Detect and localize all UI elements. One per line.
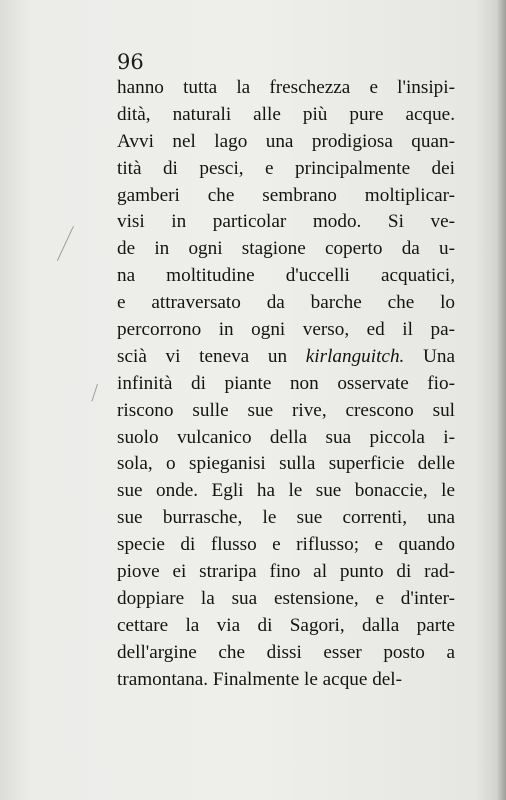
text-line: de in ogni stagione coperto da u-: [117, 238, 455, 260]
text-line: percorrono in ogni verso, ed il pa-: [117, 319, 455, 341]
text-line: cettare la via di Sagori, dalla parte: [117, 614, 455, 636]
text-line: suolo vulcanico della sua piccola i-: [117, 426, 455, 448]
text-line: sue burrasche, le sue correnti, una: [117, 507, 455, 529]
text-line: tramontana. Finalmente le acque del-: [117, 668, 403, 690]
text-fragment: Una: [404, 345, 455, 367]
text-line: dell'argine che dissi esser posto a: [117, 641, 455, 663]
text-line: piove ei straripa fino al punto di rad-: [117, 561, 455, 583]
text-line: dità, naturali alle più pure acque.: [117, 103, 455, 125]
text-line: sola, o spieganisi sulla superficie delle: [117, 453, 455, 475]
body-text: [117, 75, 455, 693]
text-line: infinità di piante non osservate fio-: [117, 372, 455, 394]
text-line: Avvi nel lago una prodigiosa quan-: [117, 130, 455, 152]
text-line: riscono sulle sue rive, crescono sul: [117, 399, 455, 421]
text-line: e attraversato da barche che lo: [117, 292, 455, 314]
text-line: gamberi che sembrano moltiplicar-: [117, 184, 455, 206]
pencil-mark: [91, 384, 98, 401]
text-fragment: scià vi teneva un: [117, 345, 306, 367]
text-line: na moltitudine d'uccelli acquatici,: [117, 265, 455, 287]
text-line: visi in particolar modo. Si ve-: [117, 211, 455, 233]
italic-word: kirlanguitch.: [305, 345, 405, 367]
page-number: 96: [117, 50, 144, 74]
text-line: tità di pesci, e principalmente dei: [117, 157, 455, 179]
text-line: specie di flusso e riflusso; e quando: [117, 534, 455, 556]
text-line: sue onde. Egli ha le sue bonaccie, le: [117, 480, 455, 502]
text-line: [117, 344, 455, 371]
page-edge-shadow: [496, 0, 506, 800]
text-line: doppiare la sua estensione, e d'inter-: [117, 587, 455, 609]
text-line: hanno tutta la freschezza e l'insipi-: [117, 77, 455, 98]
pencil-mark: [57, 226, 74, 261]
